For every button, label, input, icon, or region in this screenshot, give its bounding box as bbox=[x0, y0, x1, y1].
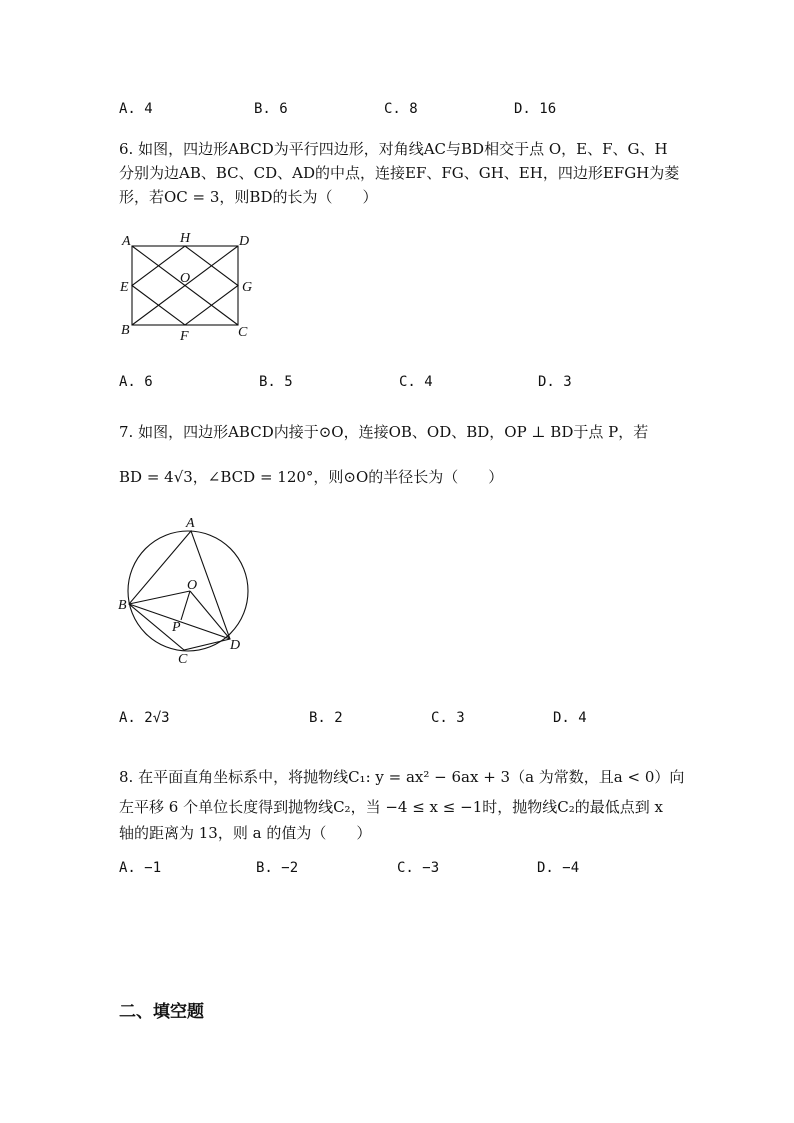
q8-option-c: C. −3 bbox=[397, 860, 440, 876]
q6-option-d: D. 3 bbox=[538, 374, 572, 390]
q6-label-a: A bbox=[122, 234, 131, 249]
q8-line-3: 轴的距离为 13，则 a 的值为（ ） bbox=[119, 824, 372, 842]
q7-option-d: D. 4 bbox=[553, 710, 587, 726]
q7-label-d: D bbox=[230, 638, 241, 653]
q5-option-c: C. 8 bbox=[384, 101, 418, 117]
q7-label-c: C bbox=[178, 652, 188, 667]
q7-option-a: A. 2√3 bbox=[119, 710, 170, 726]
q6-line-1: 6. 如图，四边形ABCD为平行四边形，对角线AC与BD相交于点 O，E、F、G、H bbox=[119, 140, 668, 158]
q6-label-e: E bbox=[120, 280, 129, 295]
q7-option-b: B. 2 bbox=[309, 710, 343, 726]
q6-option-b: B. 5 bbox=[259, 374, 293, 390]
q6-option-c: C. 4 bbox=[399, 374, 433, 390]
q7-line-1: 7. 如图，四边形ABCD内接于⊙O，连接OB、OD、BD，OP ⊥ BD于点 P，若 bbox=[119, 423, 649, 441]
q7-label-p: P bbox=[172, 620, 181, 635]
q7-label-a: A bbox=[186, 516, 195, 531]
q7-label-b: B bbox=[118, 598, 127, 613]
q7-label-o: O bbox=[187, 578, 198, 593]
q7-option-c: C. 3 bbox=[431, 710, 465, 726]
q6-label-o: O bbox=[180, 271, 191, 286]
section-heading-fill-in: 二、填空题 bbox=[119, 1002, 204, 1022]
q8-line-2: 左平移 6 个单位长度得到抛物线C₂，当 −4 ≤ x ≤ −1时，抛物线C₂的最低点到 x bbox=[119, 798, 663, 816]
q6-figure-parallelogram bbox=[110, 228, 260, 346]
q6-label-b: B bbox=[121, 323, 130, 338]
q5-option-a: A. 4 bbox=[119, 101, 153, 117]
q6-label-h: H bbox=[180, 231, 191, 246]
q8-line-1: 8. 在平面直角坐标系中，将抛物线C₁: y = ax² − 6ax + 3（a 为常数，且a < 0）向 bbox=[119, 768, 685, 786]
q6-label-g: G bbox=[242, 280, 253, 295]
q6-line-2: 分别为边AB、BC、CD、AD的中点，连接EF、FG、GH、EH，四边形EFGH为菱 bbox=[119, 164, 680, 182]
q8-option-d: D. −4 bbox=[537, 860, 580, 876]
q5-option-b: B. 6 bbox=[254, 101, 288, 117]
q6-option-a: A. 6 bbox=[119, 374, 153, 390]
q6-label-d: D bbox=[239, 234, 250, 249]
q6-label-f: F bbox=[180, 329, 189, 344]
q8-option-b: B. −2 bbox=[256, 860, 299, 876]
q7-line-2: BD = 4√3，∠BCD = 120°，则⊙O的半径长为（ ） bbox=[119, 468, 504, 486]
q8-option-a: A. −1 bbox=[119, 860, 162, 876]
q6-line-3: 形，若OC = 3，则BD的长为（ ） bbox=[119, 188, 378, 206]
q6-label-c: C bbox=[238, 325, 248, 340]
q5-option-d: D. 16 bbox=[514, 101, 557, 117]
q7-figure-inscribed-quadrilateral bbox=[112, 512, 254, 670]
